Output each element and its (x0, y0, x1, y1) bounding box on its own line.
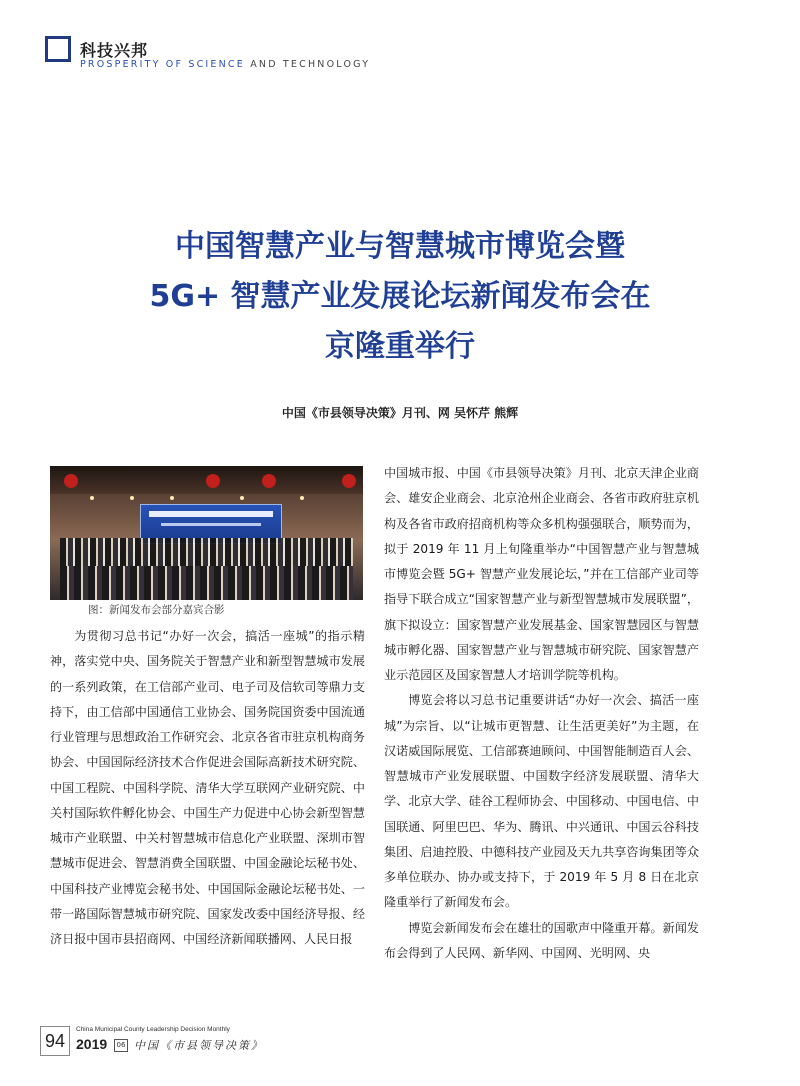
ceiling-light (240, 496, 244, 500)
banner-subtext-bar (161, 523, 261, 526)
lantern-icon (262, 474, 276, 488)
issue-year: 2019 (76, 1036, 108, 1052)
paragraph-4: 博览会新闻发布会在雄壮的国歌声中隆重开幕。新闻发布会得到了人民网、新华网、中国网、光明网、央 (384, 920, 699, 960)
section-subtitle-part-a: PROSPERITY OF SCIENCE (80, 59, 245, 70)
lantern-icon (342, 474, 356, 488)
section-title: 科技兴邦 (80, 41, 149, 60)
section-subtitle-en (80, 59, 370, 70)
ceiling-light (130, 496, 134, 500)
magazine-name-en: China Municipal County Leadership Decision Monthly (76, 1026, 230, 1033)
ceiling-light (300, 496, 304, 500)
group-photo (50, 466, 363, 600)
issue-number: 06 (114, 1039, 128, 1052)
photo-crowd-front (60, 566, 353, 600)
page-number: 94 (40, 1026, 70, 1056)
photo-caption: 图：新闻发布会部分嘉宾合影 (88, 604, 225, 616)
paragraph-3: 博览会将以习总书记重要讲话“办好一次会、搞活一座城”为宗旨、以“让城市更智慧、让生活更美好”为主题，在汉诺威国际展览、工信部赛迪顾问、中国智能制造百人会、智慧城市产业发展联盟、中国数字经济发展联盟、清华大学、北京大学、硅谷工程师协会、中国移动、中国电信、中国联通、阿里巴巴、华为、腾讯、中兴通讯、中国云谷科技集团、启迪控股、中德科技产业园及天九共享咨询集团等众多单位联办、协办或支持下，于 2019 年 5 月 8 日在北京隆重举行了新闻发布会。 (384, 693, 699, 910)
paragraph-2: 中国城市报、中国《市县领导决策》月刊、北京天津企业商会、雄安企业商会、北京沧州企业商会、各省市政府驻京机构及各省市政府招商机构等众多机构强强联合，顺势而为，拟于 2019 年 11 月上旬隆重举办“中国智慧产业与智慧城市博览会暨 5G+ 智慧产业发展论坛，”并在工信部产业司等指导下联合成立“国家智慧产业与新型智慧城市发展联盟”，旗下拟设立：国家智慧产业发展基金、国家智慧园区与智慧城市孵化器、国家智慧产业与智慧城市研究院、国家智慧产业示范园区及国家智慧人才培训学院等机构。 (384, 466, 699, 682)
title-line-2: 5G+ 智慧产业发展论坛新闻发布会在 (149, 279, 651, 314)
banner-text-bar (149, 511, 273, 517)
article-title (0, 222, 800, 372)
paragraph-1: 为贯彻习总书记“办好一次会，搞活一座城”的指示精神，落实党中央、国务院关于智慧产业和新型智慧城市发展的一系列政策，在工信部产业司、电子司及信软司等鼎力支持下，由工信部中国通信工业协会、国务院国资委中国流通行业管理与思想政治工作研究会、北京各省市驻京机构商务协会、中国国际经济技术合作促进会国际高新技术研究院、中国工程院、中国科学院、清华大学互联网产业研究院、中关村国际软件孵化协会、中国生产力促进中心协会新型智慧城市产业联盟、中关村智慧城市信息化产业联盟、深圳市智慧城市促进会、智慧消费全国联盟、中国金融论坛秘书处、中国科技产业博览会秘书处、中国国际金融论坛秘书处、一带一路国际智慧城市研究院、国家发改委中国经济导报、经济日报中国市县招商网、中国经济新闻联播网、人民日报 (50, 629, 365, 946)
title-line-1: 中国智慧产业与智慧城市博览会暨 (175, 229, 625, 264)
lantern-icon (64, 474, 78, 488)
byline: 中国《市县领导决策》月刊、网 吴怀芹 熊辉 (281, 406, 519, 420)
section-logo-box (45, 36, 71, 62)
right-column (384, 461, 699, 966)
ceiling-light (170, 496, 174, 500)
ceiling-light (90, 496, 94, 500)
lantern-icon (206, 474, 220, 488)
title-line-3: 京隆重举行 (325, 329, 475, 364)
left-column (50, 624, 365, 952)
magazine-name-cn: 中国《市县领导决策》 (134, 1039, 264, 1052)
section-subtitle-part-b: AND TECHNOLOGY (244, 59, 371, 70)
